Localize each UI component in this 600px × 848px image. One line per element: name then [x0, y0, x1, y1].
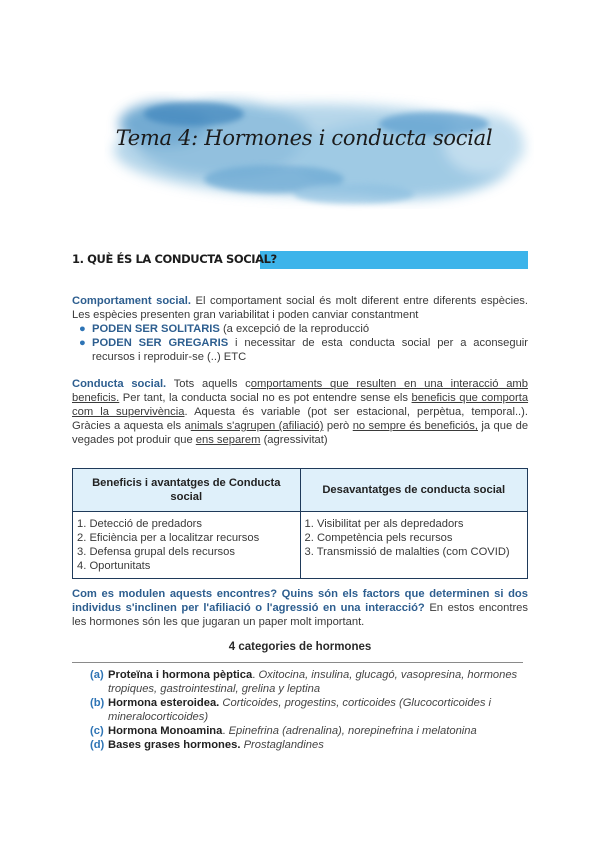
divider	[72, 662, 523, 663]
conducta-label: Conducta social.	[72, 378, 167, 390]
bullet-icon: ●	[79, 323, 86, 335]
question-paragraph: Com es modulen aquests encontres? Quins són els factors que determinen si dos individus s'inclinen per l'afiliació o l'agressió en una interacció? En estos encontres les hormones són les que jugaran un paper molt important.	[72, 588, 528, 628]
list-item: (b) Hormona esteroidea. Corticoides, progestins, corticoides (Glucocorticoides i mineralocorticoides)	[90, 697, 492, 723]
benefits-cell: 1. Detecció de predadors 2. Eficiència per a localitzar recursos 3. Defensa grupal dels recursos 4. Oportunitats	[73, 512, 301, 579]
table-row	[73, 512, 528, 579]
comportament-paragraph	[72, 294, 528, 364]
list-item: (a) Proteïna i hormona pèptica. Oxitocina, insulina, glucagó, vasopresina, hormones tropiques, gastrointestinal, grelina y leptina	[90, 669, 518, 695]
comparison-table	[72, 468, 528, 579]
comportament-text: El comportament social és molt diferent entre diferents espècies. Les espècies presenten gran variabilitat i poden canviar constantment	[72, 295, 528, 321]
list-item: ● PODEN SER SOLITARIS (a excepció de la reproducció	[79, 323, 370, 335]
categories-list	[90, 668, 528, 752]
disadvantages-cell: 1. Visibilitat per als depredadors 2. Competència pels recursos 3. Transmissió de malalties (com COVID)	[300, 512, 528, 579]
table-header: Desavantatges de conducta social	[300, 469, 528, 512]
watercolor-banner	[104, 84, 534, 216]
list-item: ● PODEN SER GREGARIS i necessitar de esta conducta social per a aconseguir recursos i reproduir-se (..) ETC	[79, 337, 529, 363]
conducta-paragraph: Conducta social. Tots aquells comportaments que resulten en una interacció amb beneficis. Per tant, la conducta social no es pot entendre sense els beneficis que comporta com la supervivència. Aquesta és variable (pot ser estacional, perpètua, temporal..). Gràcies a aquesta els animals s'agrupen (afiliació) però no sempre és beneficiós, ja que de vegades pot produir que ens separem (agressivitat)	[72, 378, 529, 446]
page-title: Tema 4: Hormones i conducta social	[115, 126, 493, 150]
heading-bar	[260, 251, 528, 269]
list-item: (c) Hormona Monoamina. Epinefrina (adrenalina), norepinefrina i melatonina	[90, 725, 477, 737]
section-heading	[72, 251, 528, 269]
list-item: (d) Bases grases hormones. Prostaglandines	[90, 739, 324, 751]
comportament-label: Comportament social.	[72, 295, 191, 307]
table-header: Beneficis i avantatges de Conducta social	[73, 469, 301, 512]
comportament-bullets	[72, 322, 528, 364]
section-heading-text: 1. QUÈ ÉS LA CONDUCTA SOCIAL?	[72, 252, 277, 266]
table-header-row	[73, 469, 528, 512]
bullet-icon: ●	[79, 337, 86, 349]
categories-title: 4 categories de hormones	[228, 641, 372, 653]
